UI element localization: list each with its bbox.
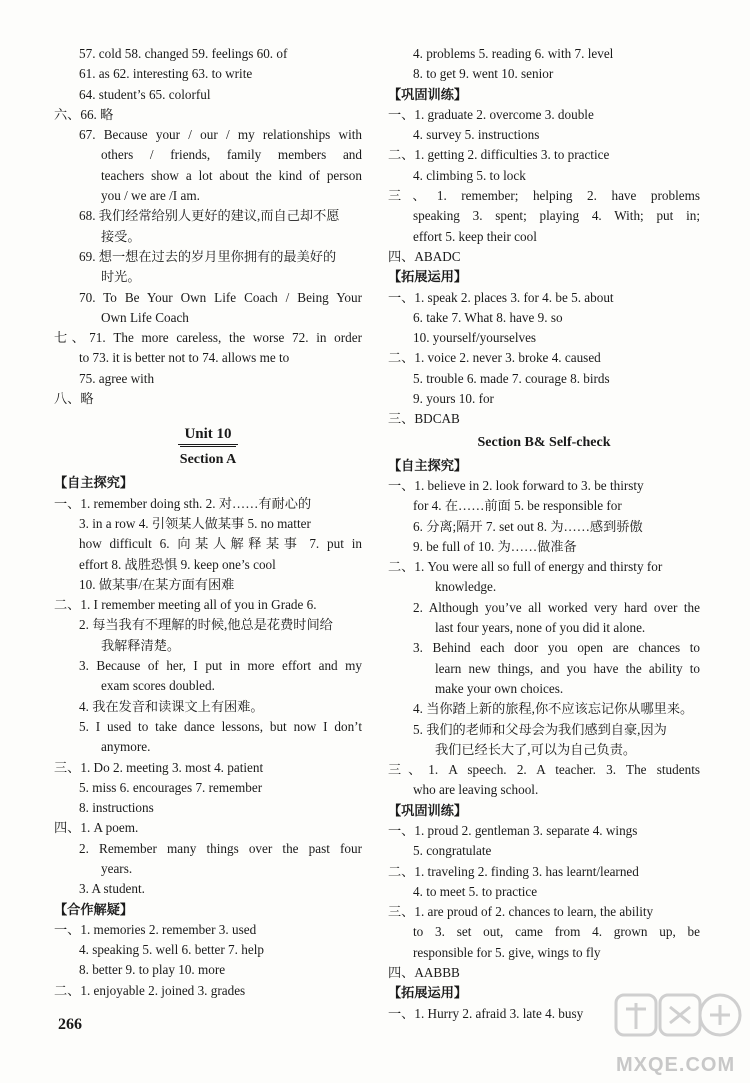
answer-line: 67. Because your / our / my relationships with — [79, 127, 362, 143]
answer-line: you / we are /I am. — [101, 188, 200, 204]
answer-line: Own Life Coach — [101, 309, 189, 325]
answer-line: exam scores doubled. — [101, 678, 215, 694]
left-answer-column — [54, 44, 362, 1001]
answer-line: how difficult 6. 向某人解释某事 7. put in — [79, 536, 362, 552]
answer-line: for 4. 在……前面 5. be responsible for — [413, 498, 622, 514]
answer-line: 4. speaking 5. well 6. better 7. help — [79, 942, 264, 958]
answer-line: 2. Although you’ve all worked very hard over the — [413, 599, 700, 615]
answer-line: 10. 做某事/在某方面有困难 — [79, 576, 235, 592]
answer-line: 一、1. remember doing sth. 2. 对……有耐心的 — [54, 495, 312, 511]
exercise-heading: 【合作解疑】 — [54, 901, 134, 917]
answer-line: 二、1. enjoyable 2. joined 3. grades — [54, 982, 246, 998]
answer-line: 六、66. 略 — [54, 106, 114, 122]
answer-line: 4. 我在发音和读课文上有困难。 — [79, 698, 264, 714]
answer-line: 8. better 9. to play 10. more — [79, 962, 226, 978]
answer-line: 四、AABBB — [388, 965, 460, 981]
exercise-heading: 【自主探究】 — [388, 457, 468, 473]
answer-line: 2. 每当我有不理解的时候,他总是花费时间给 — [79, 617, 333, 633]
answer-line: years. — [101, 860, 133, 876]
answer-line: teachers show a lot about the kind of person — [101, 167, 362, 183]
answer-line: 4. survey 5. instructions — [413, 127, 540, 143]
answer-line: 二、1. I remember meeting all of you in Grade 6. — [54, 597, 317, 613]
exercise-heading: 【巩固训练】 — [388, 86, 468, 102]
section-heading: Section A — [179, 452, 237, 468]
answer-line: 一、1. graduate 2. overcome 3. double — [388, 106, 594, 122]
answer-line: 一、1. memories 2. remember 3. used — [54, 921, 257, 937]
answer-line: 5. trouble 6. made 7. courage 8. birds — [413, 370, 610, 386]
answer-line: 一、1. speak 2. places 3. for 4. be 5. about — [388, 289, 614, 305]
answer-line: 3. A student. — [79, 881, 145, 897]
answer-line: 三、BDCAB — [388, 411, 460, 427]
answer-line: 9. be full of 10. 为……做准备 — [413, 538, 577, 554]
answer-line: 我解释清楚。 — [101, 637, 181, 653]
answer-line: 5. 我们的老师和父母会为我们感到自豪,因为 — [413, 721, 667, 737]
answer-line: 6. take 7. What 8. have 9. so — [413, 309, 563, 325]
exercise-heading: 【巩固训练】 — [388, 802, 468, 818]
answer-line: 二、1. You were all so full of energy and thirsty for — [388, 559, 663, 575]
page-number: 266 — [58, 1016, 82, 1033]
answer-line: who are leaving school. — [413, 782, 539, 798]
answer-line: effort 5. keep their cool — [413, 228, 537, 244]
answer-line: 4. problems 5. reading 6. with 7. level — [413, 46, 614, 61]
right-answer-column — [388, 44, 700, 1024]
answer-line: to 73. it is better not to 74. allows me to — [79, 350, 290, 366]
answer-line: 二、1. traveling 2. finding 3. has learnt/learned — [388, 863, 639, 879]
answer-line: make your own choices. — [435, 680, 564, 696]
answer-line: 一、1. proud 2. gentleman 3. separate 4. wings — [388, 822, 638, 838]
answer-line: 三、1. remember; helping 2. have problems — [388, 188, 700, 204]
exercise-heading: 【自主探究】 — [54, 475, 134, 491]
answer-line: anymore. — [101, 739, 151, 755]
answer-line: 3. Because of her, I put in more effort and my — [79, 658, 362, 674]
answer-line: 64. student’s 65. colorful — [79, 86, 211, 102]
answer-line: responsible for 5. give, wings to fly — [413, 944, 601, 960]
answer-line: 9. yours 10. for — [413, 391, 494, 407]
answer-line: 10. yourself/yourselves — [413, 330, 537, 346]
answer-line: 4. climbing 5. to lock — [413, 167, 526, 183]
answer-line: 5. congratulate — [413, 843, 492, 859]
answer-line: 6. 分离;隔开 7. set out 8. 为……感到骄傲 — [413, 518, 643, 534]
answer-line: 8. instructions — [79, 800, 154, 816]
answer-line: 二、1. getting 2. difficulties 3. to practice — [388, 147, 610, 163]
answer-line: to 3. set out, came from 4. grown up, be — [413, 924, 700, 940]
answer-line: 2. Remember many things over the past four — [79, 840, 362, 856]
answer-line: 四、ABADC — [388, 248, 461, 264]
answer-line: 一、1. Hurry 2. afraid 3. late 4. busy — [388, 1005, 584, 1021]
answer-line: 四、1. A poem. — [54, 820, 139, 836]
answer-line: 三、1. are proud of 2. chances to learn, the ability — [388, 904, 654, 920]
answer-line: learn new things, and you have the ability to — [435, 660, 700, 676]
answer-line: last four years, none of you did it alone. — [435, 620, 646, 636]
answer-line: 5. I used to take dance lessons, but now I don’t — [79, 718, 362, 734]
answer-line: 八、略 — [54, 391, 94, 407]
answer-line: 七、71. The more careless, the worse 72. in order — [54, 330, 362, 346]
answer-line: 二、1. voice 2. never 3. broke 4. caused — [388, 350, 601, 366]
answer-line: knowledge. — [435, 579, 497, 595]
answer-line: 我们已经长大了,可以为自己负责。 — [435, 741, 637, 757]
unit-title: Unit 10 — [178, 426, 237, 445]
answer-line: 3. in a row 4. 引领某人做某事 5. no matter — [79, 515, 311, 531]
answer-line: 57. cold 58. changed 59. feelings 60. of — [79, 46, 288, 61]
answer-line: 69. 想一想在过去的岁月里你拥有的最美好的 — [79, 248, 337, 264]
answer-line: 3. Behind each door you open are chances to — [413, 640, 700, 656]
watermark-logo — [612, 989, 744, 1079]
answer-line: 61. as 62. interesting 63. to write — [79, 66, 253, 82]
answer-line: 4. 当你踏上新的旅程,你不应该忘记你从哪里来。 — [413, 701, 694, 717]
watermark-badge-icon — [612, 989, 744, 1053]
answer-line: effort 8. 战胜恐惧 9. keep one’s cool — [79, 556, 276, 572]
unit-heading — [54, 421, 362, 447]
answer-line: 75. agree with — [79, 370, 155, 386]
answer-line: 三、1. Do 2. meeting 3. most 4. patient — [54, 759, 264, 775]
answer-line: 5. miss 6. encourages 7. remember — [79, 779, 263, 795]
answer-line: 8. to get 9. went 10. senior — [413, 66, 554, 82]
answer-line: 4. to meet 5. to practice — [413, 883, 538, 899]
answer-line: 接受。 — [101, 228, 141, 244]
answer-line: 70. To Be Your Own Life Coach / Being Your — [79, 289, 362, 305]
exercise-heading: 【拓展运用】 — [388, 269, 468, 285]
answer-line: 时光。 — [101, 269, 141, 285]
section-heading: Section B& Self-check — [477, 434, 611, 450]
answer-line: 一、1. believe in 2. look forward to 3. be thirsty — [388, 477, 644, 493]
answer-line: speaking 3. spent; playing 4. With; put in; — [413, 208, 700, 224]
answer-line: others / friends, family members and — [101, 147, 362, 163]
answer-line: 三、1. A speech. 2. A teacher. 3. The students — [388, 762, 700, 778]
watermark-text: MXQE.COM — [616, 1054, 736, 1076]
exercise-heading: 【拓展运用】 — [388, 985, 468, 1001]
answer-line: 68. 我们经常给别人更好的建议,而自己却不愿 — [79, 208, 340, 224]
